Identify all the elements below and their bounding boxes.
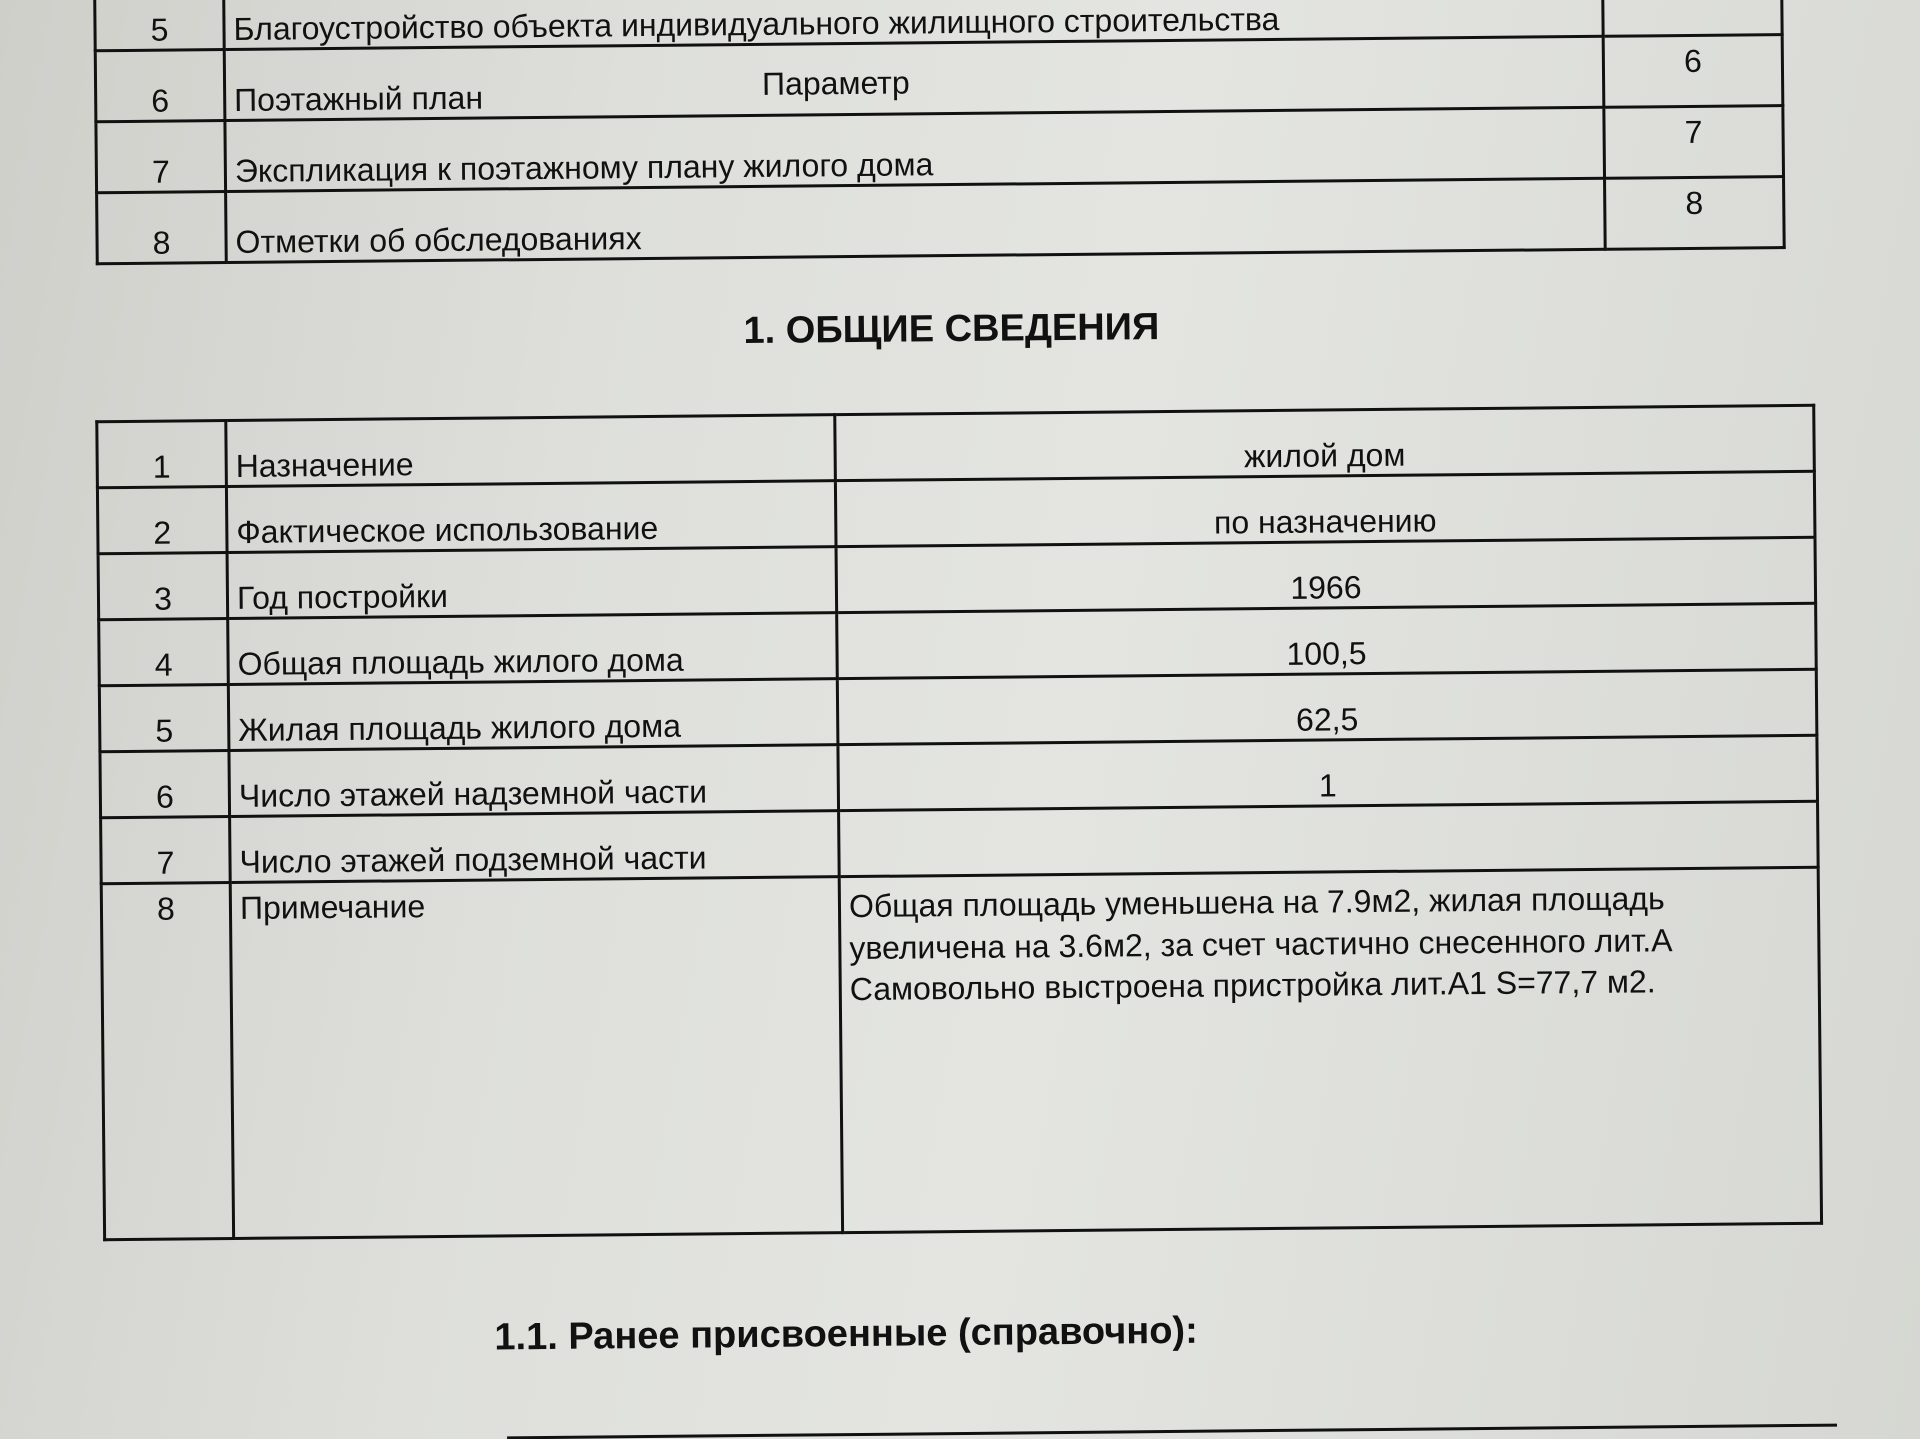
contents-row-number: 6 — [95, 50, 225, 122]
general-info-table — [95, 404, 1823, 1241]
contents-row — [97, 177, 1785, 264]
note-label: Примечание — [230, 877, 842, 1239]
section-title: 1. ОБЩИЕ СВЕДЕНИЯ — [743, 306, 1160, 353]
note-line: Самовольно выстроена пристройка лит.А1 S=77,7 м2. — [849, 963, 1656, 1008]
contents-table — [93, 0, 1786, 265]
contents-row-number: 7 — [96, 121, 226, 193]
row-value: 62,5 — [837, 669, 1817, 744]
row-number: 6 — [100, 751, 230, 818]
row-number: 8 — [101, 883, 233, 1240]
row-value — [839, 801, 1819, 876]
row-number: 1 — [97, 421, 227, 488]
row-value: 1 — [838, 735, 1818, 810]
note-text — [839, 867, 1821, 1232]
row-value: жилой дом — [835, 405, 1815, 480]
note-row — [101, 867, 1821, 1239]
contents-row-page: 7 — [1604, 106, 1784, 179]
row-number: 2 — [97, 487, 227, 554]
row-label: Жилая площадь жилого дома — [228, 679, 838, 751]
contents-row-page: 8 — [1605, 177, 1785, 250]
contents-row-title: Экспликация к поэтажному плану жилого дома — [225, 107, 1605, 191]
contents-row-title: Отметки об обследованиях — [226, 178, 1606, 262]
row-label: Общая площадь жилого дома — [228, 613, 838, 685]
next-table-border — [507, 1424, 1837, 1439]
row-number: 4 — [99, 619, 229, 686]
row-value: 100,5 — [837, 603, 1817, 678]
row-label: Число этажей подземной части — [230, 811, 840, 883]
row-label: Число этажей надземной части — [229, 745, 839, 817]
row-label: Фактическое использование — [226, 481, 836, 553]
row-value: 1966 — [836, 537, 1816, 612]
row-number: 3 — [98, 553, 228, 620]
subsection-title: 1.1. Ранее присвоенные (справочно): — [494, 1309, 1198, 1359]
row-label: Год постройки — [227, 547, 837, 619]
contents-row-number: 8 — [97, 192, 227, 264]
note-line: Общая площадь уменьшена на 7.9м2, жилая площадь — [848, 880, 1665, 925]
row-number: 5 — [99, 685, 229, 752]
contents-row-page: 6 — [1603, 35, 1783, 108]
contents-row-title: Поэтажный план — [224, 36, 1604, 120]
contents-row-title: Благоустройство объекта индивидуального жилищного строительства — [224, 0, 1604, 50]
row-number: 7 — [101, 817, 231, 884]
contents-row-number: 5 — [95, 0, 225, 51]
row-label: Назначение — [226, 415, 836, 487]
contents-row-page — [1602, 0, 1782, 36]
overlay-label: Параметр — [761, 64, 910, 102]
row-value: по назначению — [835, 471, 1815, 546]
note-line: увеличена на 3.6м2, за счет частично снесенного лит.А — [849, 921, 1673, 966]
